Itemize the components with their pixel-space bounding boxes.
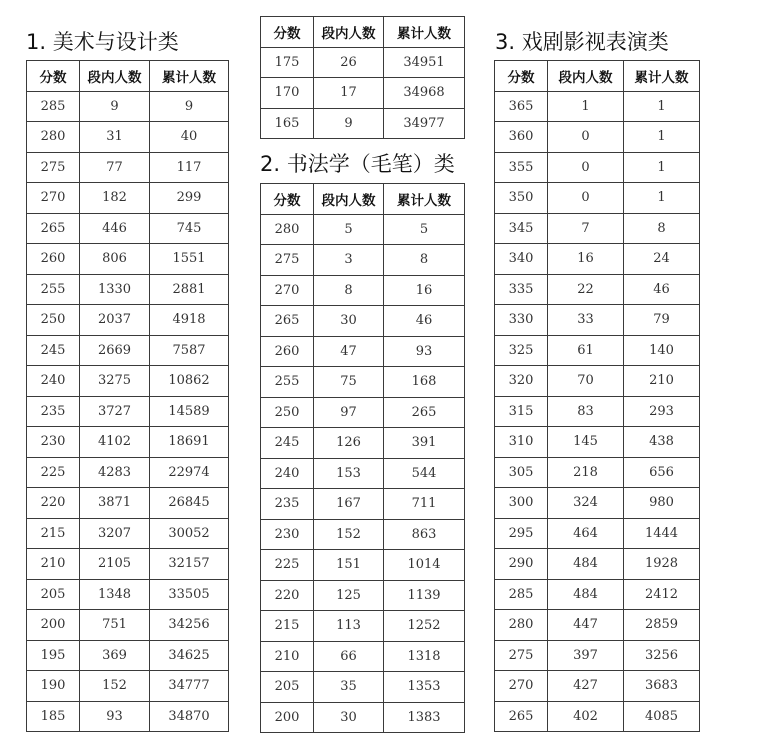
table-cell: 245 — [27, 335, 80, 366]
table-cell: 290 — [495, 549, 548, 580]
table-cell: 218 — [548, 457, 624, 488]
table-cell: 280 — [27, 122, 80, 153]
table-cell: 7587 — [150, 335, 229, 366]
column-header: 分数 — [261, 17, 314, 48]
table-cell: 360 — [495, 122, 548, 153]
table-cell: 369 — [80, 640, 150, 671]
table-cell: 7 — [548, 213, 624, 244]
table-cell: 5 — [384, 214, 465, 245]
table-row — [495, 213, 700, 244]
table-row — [495, 457, 700, 488]
table-row — [495, 244, 700, 275]
table-row — [27, 610, 229, 641]
table-cell: 310 — [495, 427, 548, 458]
table-cell: 245 — [261, 428, 314, 459]
table-cell: 18691 — [150, 427, 229, 458]
table-cell: 285 — [27, 91, 80, 122]
table-cell: 5 — [314, 214, 384, 245]
table-cell: 980 — [624, 488, 700, 519]
table-row — [261, 367, 465, 398]
table-cell: 250 — [27, 305, 80, 336]
table-cell: 365 — [495, 91, 548, 122]
table-row — [495, 396, 700, 427]
table-cell: 2037 — [80, 305, 150, 336]
table-cell: 153 — [314, 458, 384, 489]
table-cell: 3871 — [80, 488, 150, 519]
table-cell: 285 — [495, 579, 548, 610]
table-row — [27, 335, 229, 366]
table-cell: 1139 — [384, 580, 465, 611]
table-cell: 215 — [261, 611, 314, 642]
column-header: 累计人数 — [624, 61, 700, 92]
drama-film-section-title: 3. 戏剧影视表演类 — [495, 30, 669, 54]
table-cell: 34951 — [384, 47, 465, 78]
table-row — [261, 641, 465, 672]
table-cell: 275 — [27, 152, 80, 183]
table-cell: 40 — [150, 122, 229, 153]
table-cell: 200 — [261, 702, 314, 733]
table-cell: 397 — [548, 640, 624, 671]
table-row — [261, 672, 465, 703]
table-cell: 8 — [624, 213, 700, 244]
table-cell: 175 — [261, 47, 314, 78]
table-cell: 330 — [495, 305, 548, 336]
table-cell: 1444 — [624, 518, 700, 549]
table-cell: 34777 — [150, 671, 229, 702]
table-cell: 1252 — [384, 611, 465, 642]
table-row — [495, 701, 700, 732]
table-cell: 315 — [495, 396, 548, 427]
table-cell: 9 — [80, 91, 150, 122]
table-cell: 210 — [261, 641, 314, 672]
table-cell: 3256 — [624, 640, 700, 671]
table-cell: 340 — [495, 244, 548, 275]
table-cell: 255 — [27, 274, 80, 305]
table-cell: 427 — [548, 671, 624, 702]
table-cell: 220 — [27, 488, 80, 519]
table-header-row — [261, 184, 465, 215]
table-cell: 751 — [80, 610, 150, 641]
table-cell: 265 — [261, 306, 314, 337]
table-row — [495, 610, 700, 641]
table-cell: 1 — [624, 183, 700, 214]
table-cell: 745 — [150, 213, 229, 244]
table-cell: 170 — [261, 78, 314, 109]
table-cell: 97 — [314, 397, 384, 428]
table-cell: 280 — [261, 214, 314, 245]
table-cell: 447 — [548, 610, 624, 641]
table-cell: 230 — [261, 519, 314, 550]
column-header: 段内人数 — [548, 61, 624, 92]
column-header: 累计人数 — [384, 17, 465, 48]
table-cell: 270 — [495, 671, 548, 702]
table-cell: 31 — [80, 122, 150, 153]
table-cell: 484 — [548, 579, 624, 610]
table-cell: 325 — [495, 335, 548, 366]
table-cell: 9 — [314, 108, 384, 139]
table-cell: 77 — [80, 152, 150, 183]
table-cell: 335 — [495, 274, 548, 305]
table-cell: 2669 — [80, 335, 150, 366]
table-row — [27, 396, 229, 427]
table-row — [27, 427, 229, 458]
table-cell: 2859 — [624, 610, 700, 641]
table-cell: 70 — [548, 366, 624, 397]
table-row — [261, 458, 465, 489]
table-cell: 260 — [27, 244, 80, 275]
table-cell: 2105 — [80, 549, 150, 580]
column-header: 段内人数 — [80, 61, 150, 92]
table-cell: 33 — [548, 305, 624, 336]
table-cell: 275 — [261, 245, 314, 276]
table-cell: 30052 — [150, 518, 229, 549]
table-cell: 66 — [314, 641, 384, 672]
table-cell: 265 — [495, 701, 548, 732]
calligraphy-score-table — [260, 183, 465, 733]
table-cell: 93 — [80, 701, 150, 732]
table-cell: 4102 — [80, 427, 150, 458]
table-cell: 240 — [261, 458, 314, 489]
table-row — [495, 274, 700, 305]
table-row — [495, 488, 700, 519]
table-cell: 205 — [27, 579, 80, 610]
column-header: 段内人数 — [314, 17, 384, 48]
table-cell: 1353 — [384, 672, 465, 703]
table-header-row — [27, 61, 229, 92]
table-cell: 195 — [27, 640, 80, 671]
table-cell: 265 — [27, 213, 80, 244]
table-cell: 402 — [548, 701, 624, 732]
table-cell: 79 — [624, 305, 700, 336]
calligraphy-section-title: 2. 书法学（毛笔）类 — [260, 152, 455, 176]
table-cell: 1 — [624, 91, 700, 122]
table-cell: 152 — [314, 519, 384, 550]
table-row — [27, 579, 229, 610]
table-cell: 210 — [624, 366, 700, 397]
table-cell: 125 — [314, 580, 384, 611]
table-cell: 1 — [624, 152, 700, 183]
table-cell: 1928 — [624, 549, 700, 580]
table-row — [27, 701, 229, 732]
table-row — [261, 108, 465, 139]
table-cell: 0 — [548, 122, 624, 153]
table-cell: 355 — [495, 152, 548, 183]
table-row — [495, 183, 700, 214]
column-header: 分数 — [261, 184, 314, 215]
table-cell: 1348 — [80, 579, 150, 610]
table-row — [261, 519, 465, 550]
table-row — [27, 244, 229, 275]
table-cell: 14589 — [150, 396, 229, 427]
table-cell: 240 — [27, 366, 80, 397]
table-cell: 295 — [495, 518, 548, 549]
table-cell: 46 — [384, 306, 465, 337]
column-header: 分数 — [495, 61, 548, 92]
table-row — [27, 183, 229, 214]
table-cell: 26 — [314, 47, 384, 78]
table-row — [495, 152, 700, 183]
table-row — [27, 274, 229, 305]
table-cell: 293 — [624, 396, 700, 427]
table-cell: 190 — [27, 671, 80, 702]
column-header: 分数 — [27, 61, 80, 92]
table-cell: 113 — [314, 611, 384, 642]
table-cell: 22974 — [150, 457, 229, 488]
table-cell: 275 — [495, 640, 548, 671]
table-cell: 93 — [384, 336, 465, 367]
table-row — [495, 549, 700, 580]
table-row — [27, 152, 229, 183]
table-cell: 1551 — [150, 244, 229, 275]
column-header: 累计人数 — [150, 61, 229, 92]
table-cell: 270 — [27, 183, 80, 214]
column-header: 段内人数 — [314, 184, 384, 215]
table-cell: 32157 — [150, 549, 229, 580]
table-cell: 4918 — [150, 305, 229, 336]
table-row — [261, 702, 465, 733]
table-cell: 656 — [624, 457, 700, 488]
table-cell: 34968 — [384, 78, 465, 109]
table-header-row — [261, 17, 465, 48]
table-cell: 255 — [261, 367, 314, 398]
table-cell: 250 — [261, 397, 314, 428]
table-row — [27, 671, 229, 702]
table-cell: 1014 — [384, 550, 465, 581]
art-design-score-table-continued — [260, 16, 465, 139]
table-cell: 16 — [384, 275, 465, 306]
table-row — [495, 335, 700, 366]
table-cell: 140 — [624, 335, 700, 366]
table-row — [261, 306, 465, 337]
table-cell: 225 — [261, 550, 314, 581]
table-cell: 61 — [548, 335, 624, 366]
table-row — [27, 366, 229, 397]
table-cell: 75 — [314, 367, 384, 398]
table-cell: 24 — [624, 244, 700, 275]
art-design-section-title: 1. 美术与设计类 — [26, 30, 179, 54]
table-cell: 34256 — [150, 610, 229, 641]
table-cell: 30 — [314, 702, 384, 733]
table-cell: 4283 — [80, 457, 150, 488]
table-row — [27, 488, 229, 519]
table-cell: 151 — [314, 550, 384, 581]
table-row — [495, 427, 700, 458]
table-cell: 299 — [150, 183, 229, 214]
table-cell: 34870 — [150, 701, 229, 732]
table-cell: 305 — [495, 457, 548, 488]
table-row — [261, 611, 465, 642]
table-cell: 230 — [27, 427, 80, 458]
table-row — [27, 640, 229, 671]
table-cell: 280 — [495, 610, 548, 641]
table-row — [261, 245, 465, 276]
table-row — [495, 671, 700, 702]
table-cell: 270 — [261, 275, 314, 306]
table-cell: 33505 — [150, 579, 229, 610]
table-cell: 863 — [384, 519, 465, 550]
table-cell: 300 — [495, 488, 548, 519]
table-row — [495, 366, 700, 397]
table-cell: 215 — [27, 518, 80, 549]
table-cell: 464 — [548, 518, 624, 549]
table-row — [261, 580, 465, 611]
table-cell: 2881 — [150, 274, 229, 305]
table-row — [27, 305, 229, 336]
table-header-row — [495, 61, 700, 92]
table-cell: 8 — [384, 245, 465, 276]
table-cell: 47 — [314, 336, 384, 367]
table-cell: 438 — [624, 427, 700, 458]
table-cell: 34625 — [150, 640, 229, 671]
table-cell: 1318 — [384, 641, 465, 672]
table-row — [261, 275, 465, 306]
table-cell: 225 — [27, 457, 80, 488]
table-row — [27, 122, 229, 153]
table-cell: 265 — [384, 397, 465, 428]
table-cell: 3727 — [80, 396, 150, 427]
column-header: 累计人数 — [384, 184, 465, 215]
table-cell: 324 — [548, 488, 624, 519]
table-cell: 0 — [548, 152, 624, 183]
table-row — [495, 518, 700, 549]
table-cell: 235 — [27, 396, 80, 427]
table-cell: 1383 — [384, 702, 465, 733]
table-cell: 210 — [27, 549, 80, 580]
table-cell: 0 — [548, 183, 624, 214]
table-row — [495, 122, 700, 153]
table-cell: 3207 — [80, 518, 150, 549]
table-row — [261, 214, 465, 245]
table-cell: 182 — [80, 183, 150, 214]
table-row — [261, 78, 465, 109]
table-cell: 22 — [548, 274, 624, 305]
table-cell: 185 — [27, 701, 80, 732]
table-row — [261, 397, 465, 428]
drama-film-score-table — [494, 60, 700, 732]
table-row — [27, 457, 229, 488]
table-cell: 2412 — [624, 579, 700, 610]
table-cell: 806 — [80, 244, 150, 275]
table-cell: 165 — [261, 108, 314, 139]
table-row — [27, 518, 229, 549]
table-cell: 34977 — [384, 108, 465, 139]
table-cell: 345 — [495, 213, 548, 244]
table-cell: 16 — [548, 244, 624, 275]
table-cell: 1 — [624, 122, 700, 153]
table-cell: 711 — [384, 489, 465, 520]
table-cell: 26845 — [150, 488, 229, 519]
table-cell: 3 — [314, 245, 384, 276]
table-cell: 8 — [314, 275, 384, 306]
table-cell: 1 — [548, 91, 624, 122]
table-row — [495, 305, 700, 336]
table-cell: 10862 — [150, 366, 229, 397]
table-cell: 200 — [27, 610, 80, 641]
table-cell: 235 — [261, 489, 314, 520]
table-row — [261, 550, 465, 581]
table-cell: 9 — [150, 91, 229, 122]
table-cell: 391 — [384, 428, 465, 459]
table-cell: 446 — [80, 213, 150, 244]
table-cell: 126 — [314, 428, 384, 459]
table-cell: 220 — [261, 580, 314, 611]
table-cell: 17 — [314, 78, 384, 109]
table-cell: 205 — [261, 672, 314, 703]
table-row — [261, 489, 465, 520]
table-cell: 260 — [261, 336, 314, 367]
art-design-score-table — [26, 60, 229, 732]
table-cell: 350 — [495, 183, 548, 214]
table-cell: 3683 — [624, 671, 700, 702]
table-cell: 35 — [314, 672, 384, 703]
table-cell: 145 — [548, 427, 624, 458]
table-cell: 544 — [384, 458, 465, 489]
table-row — [261, 336, 465, 367]
table-row — [27, 549, 229, 580]
table-cell: 152 — [80, 671, 150, 702]
table-row — [495, 640, 700, 671]
table-row — [261, 428, 465, 459]
table-cell: 83 — [548, 396, 624, 427]
table-cell: 320 — [495, 366, 548, 397]
table-row — [261, 47, 465, 78]
table-cell: 30 — [314, 306, 384, 337]
table-cell: 117 — [150, 152, 229, 183]
table-row — [27, 213, 229, 244]
table-cell: 484 — [548, 549, 624, 580]
table-cell: 3275 — [80, 366, 150, 397]
table-row — [495, 91, 700, 122]
table-row — [27, 91, 229, 122]
table-cell: 46 — [624, 274, 700, 305]
table-cell: 168 — [384, 367, 465, 398]
table-cell: 167 — [314, 489, 384, 520]
table-cell: 1330 — [80, 274, 150, 305]
table-row — [495, 579, 700, 610]
table-cell: 4085 — [624, 701, 700, 732]
